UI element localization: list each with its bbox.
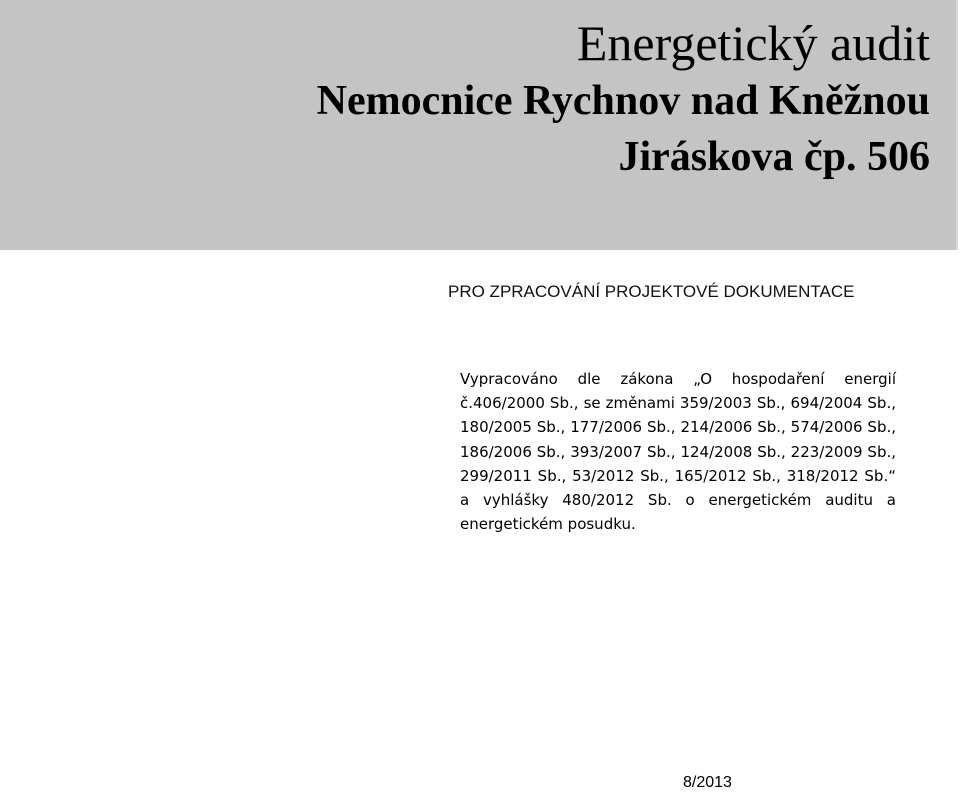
document-address: Jiráskova čp. 506	[618, 134, 930, 180]
document-purpose: PRO ZPRACOVÁNÍ PROJEKTOVÉ DOKUMENTACE	[448, 282, 855, 301]
legal-basis-paragraph: Vypracováno dle zákona „O hospodaření energií č.406/2000 Sb., se změnami 359/2003 Sb., 694/2004 Sb., 180/2005 Sb., 177/2006 Sb., 214/2006 Sb., 574/2006 Sb., 186/2006 Sb., 393/2007 Sb., 124/2008 Sb., 223/2009 Sb., 299/2011 Sb., 53/2012 Sb., 165/2012 Sb., 318/2012 Sb.“ a vyhlášky 480/2012 Sb. o energetickém auditu a energetickém posudku.	[460, 370, 896, 534]
title-banner	[0, 0, 958, 250]
document-date: 8/2013	[683, 774, 732, 791]
document-title: Energetický audit	[576, 15, 930, 71]
document-subject: Nemocnice Rychnov nad Kněžnou	[316, 78, 930, 124]
